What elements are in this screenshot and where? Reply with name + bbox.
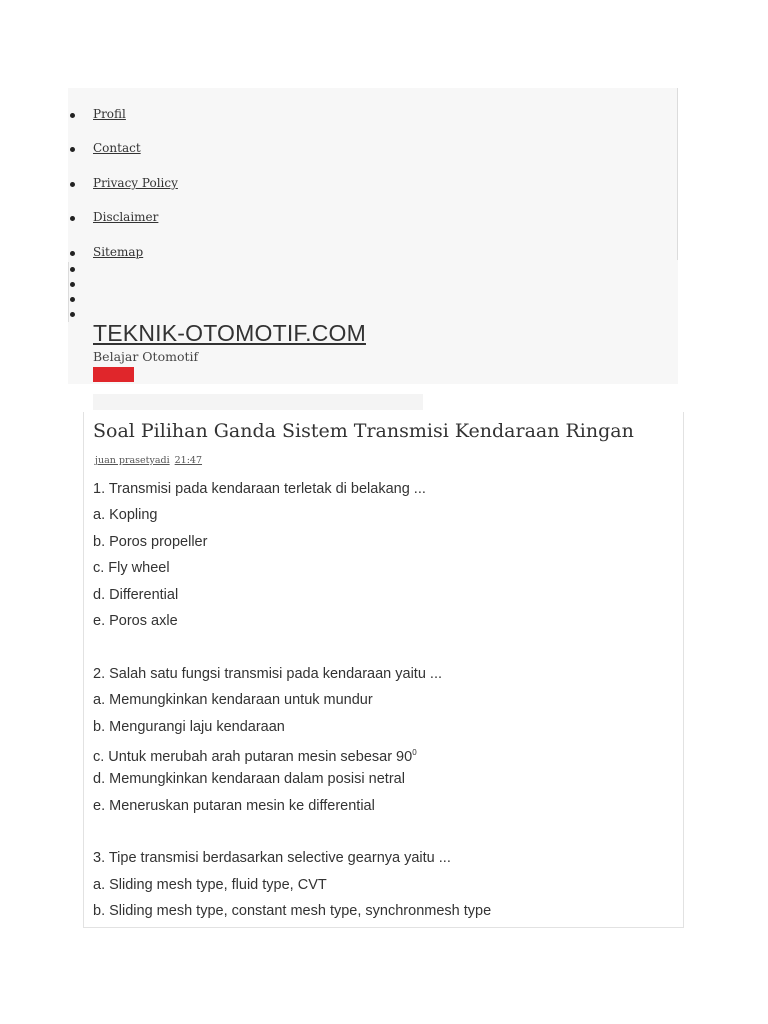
site-title-link[interactable]: TEKNIK-OTOMOTIF.COM (93, 320, 366, 346)
post-title: Soal Pilihan Ganda Sistem Transmisi Kendaraan Ringan (93, 420, 634, 442)
question-text: 2. Salah satu fungsi transmisi pada kendaraan yaitu ... (93, 665, 443, 682)
top-navigation (68, 104, 178, 276)
nav-link-sitemap[interactable]: Sitemap (93, 244, 144, 259)
nav-item-privacy-policy[interactable] (68, 173, 178, 207)
answer-option: d. Memungkinkan kendaraan dalam posisi netral (93, 771, 405, 788)
answer-option: b. Mengurangi laju kendaraan (93, 718, 285, 735)
post-time-link[interactable]: 21:47 (174, 455, 203, 466)
nav-item-contact[interactable] (68, 138, 178, 172)
question-text: 1. Transmisi pada kendaraan terletak di belakang ... (93, 481, 426, 497)
answer-option: b. Sliding mesh type, constant mesh type, synchronmesh type (93, 903, 492, 920)
nav-link-profil[interactable]: Profil (93, 107, 126, 121)
post-body (93, 478, 673, 927)
menu-toggle-button[interactable] (93, 367, 134, 382)
nav-link-disclaimer[interactable]: Disclaimer (93, 210, 159, 225)
answer-option: b. Poros propeller (93, 533, 208, 550)
answer-option: a. Memungkinkan kendaraan untuk mundur (93, 692, 373, 709)
post-author-link[interactable]: juan prasetyadi (95, 455, 170, 466)
paragraph-gap (93, 821, 673, 847)
answer-option-text: c. Untuk merubah arah putaran mesin sebesar 90 (93, 748, 413, 765)
answer-option: d. Differential (93, 586, 179, 603)
answer-option: a. Kopling (93, 507, 158, 524)
nav-item-profil[interactable] (68, 104, 178, 138)
degree-superscript: 0 (412, 747, 417, 757)
header-divider (677, 88, 678, 260)
answer-option: a. Sliding mesh type, fluid type, CVT (93, 876, 327, 893)
site-tagline: Belajar Otomotif (93, 349, 199, 364)
answer-option: c. Fly wheel (93, 560, 170, 577)
nav-item-disclaimer[interactable] (68, 207, 178, 241)
paragraph-gap (93, 636, 673, 662)
nav-link-privacy-policy[interactable]: Privacy Policy (93, 175, 178, 190)
nav-link-contact[interactable]: Contact (93, 141, 141, 156)
answer-option: e. Meneruskan putaran mesin ke differential (93, 797, 375, 814)
post-meta (95, 455, 207, 466)
breadcrumb-bar (93, 394, 423, 410)
answer-option: e. Poros axle (93, 612, 178, 629)
nav-item-sitemap[interactable] (68, 242, 178, 276)
answer-option-with-superscript (93, 742, 673, 768)
question-text: 3. Tipe transmisi berdasarkan selective gearnya yaitu ... (93, 850, 451, 867)
